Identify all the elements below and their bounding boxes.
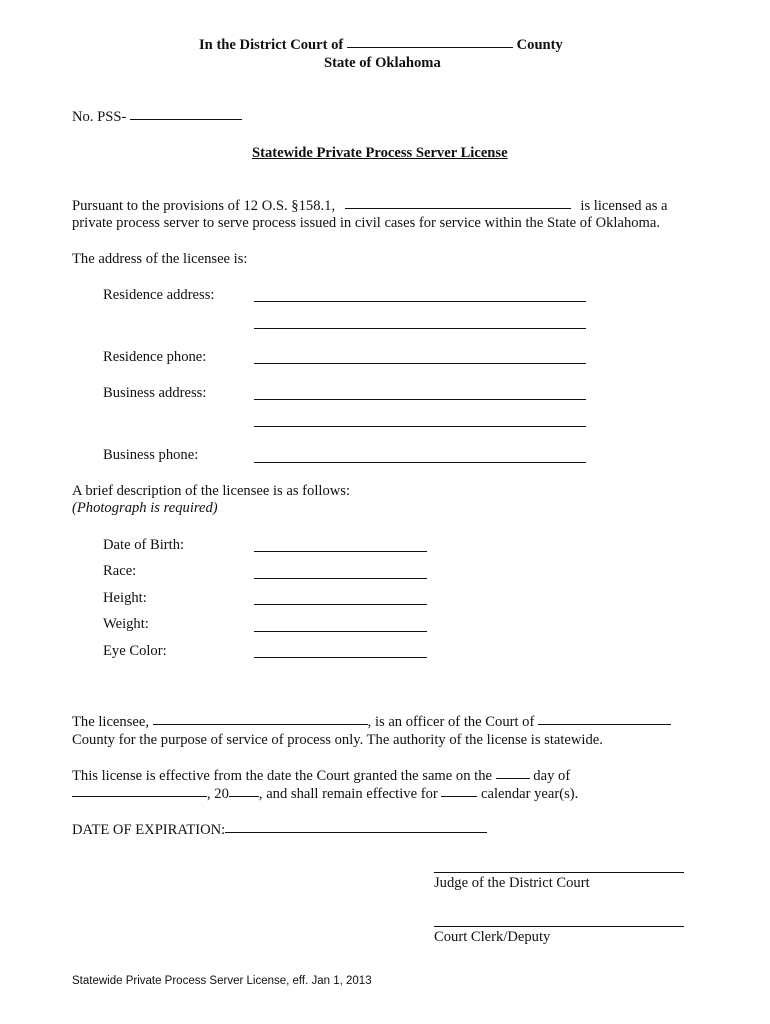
photograph-note: (Photograph is required) — [72, 500, 218, 516]
effective-text-b: day of — [533, 768, 571, 784]
judge-signature-label: Judge of the District Court — [434, 875, 590, 891]
eye-color-field[interactable] — [254, 657, 427, 658]
officer-text-a: The licensee, — [72, 714, 149, 730]
clerk-signature-label: Court Clerk/Deputy — [434, 929, 551, 945]
business-address-label: Business address: — [103, 385, 207, 401]
residence-address-label: Residence address: — [103, 287, 215, 303]
business-address-field-2[interactable] — [254, 426, 586, 427]
case-number-row — [72, 109, 242, 126]
effective-line2 — [72, 786, 578, 803]
pursuant-line2: private process server to serve process issued in civil cases for service within the State of Oklahoma. — [72, 215, 661, 231]
business-phone-label: Business phone: — [103, 447, 199, 463]
county-name-field[interactable] — [347, 46, 513, 48]
residence-phone-field[interactable] — [254, 363, 586, 364]
eye-color-label: Eye Color: — [103, 643, 167, 659]
court-header-line1 — [199, 37, 563, 54]
case-number-field[interactable] — [130, 118, 242, 120]
effective-text-a: This license is effective from the date the Court granted the same on the — [72, 768, 492, 784]
expiration-date-field[interactable] — [225, 831, 487, 833]
case-number-label: No. PSS- — [72, 109, 127, 125]
effective-text-c: , 20 — [207, 786, 229, 802]
height-field[interactable] — [254, 604, 427, 605]
effective-line1 — [72, 768, 570, 785]
description-intro: A brief description of the licensee is as follows: — [72, 483, 351, 499]
officer-county-field[interactable] — [538, 723, 671, 725]
officer-line1 — [72, 714, 671, 731]
effective-month-field[interactable] — [72, 795, 207, 797]
race-label: Race: — [103, 563, 137, 579]
weight-label: Weight: — [103, 616, 149, 632]
effective-text-d: , and shall remain effective for — [258, 786, 438, 802]
height-label: Height: — [103, 590, 147, 606]
clerk-signature-line[interactable] — [434, 926, 684, 927]
effective-text-e: calendar year(s). — [481, 786, 579, 802]
expiration-label: DATE OF EXPIRATION: — [72, 822, 226, 838]
pursuant-text-suffix: is licensed as a — [580, 198, 668, 214]
residence-address-field-1[interactable] — [254, 301, 586, 302]
officer-licensee-name-field[interactable] — [153, 723, 368, 725]
residence-address-field-2[interactable] — [254, 328, 586, 329]
effective-year-field[interactable] — [229, 795, 259, 797]
business-phone-field[interactable] — [254, 462, 586, 463]
pursuant-text-prefix: Pursuant to the provisions of 12 O.S. §158.1, — [72, 198, 336, 214]
licensee-name-field[interactable] — [345, 207, 571, 209]
judge-signature-line[interactable] — [434, 872, 684, 873]
business-address-field-1[interactable] — [254, 399, 586, 400]
effective-years-count-field[interactable] — [441, 795, 477, 797]
form-footer: Statewide Private Process Server License, eff. Jan 1, 2013 — [72, 975, 372, 987]
residence-phone-label: Residence phone: — [103, 349, 207, 365]
court-header-suffix: County — [516, 37, 563, 53]
dob-label: Date of Birth: — [103, 537, 185, 553]
officer-line2: County for the purpose of service of process only. The authority of the license is statewide. — [72, 732, 603, 748]
dob-field[interactable] — [254, 551, 427, 552]
race-field[interactable] — [254, 578, 427, 579]
effective-day-field[interactable] — [496, 777, 530, 779]
address-intro: The address of the licensee is: — [72, 251, 248, 267]
pursuant-line1 — [72, 198, 668, 215]
officer-text-b: , is an officer of the Court of — [367, 714, 535, 730]
court-header-prefix: In the District Court of — [199, 37, 344, 53]
expiration-row — [72, 822, 487, 839]
document-title: Statewide Private Process Server License — [252, 145, 508, 161]
weight-field[interactable] — [254, 631, 427, 632]
state-header: State of Oklahoma — [324, 55, 441, 71]
